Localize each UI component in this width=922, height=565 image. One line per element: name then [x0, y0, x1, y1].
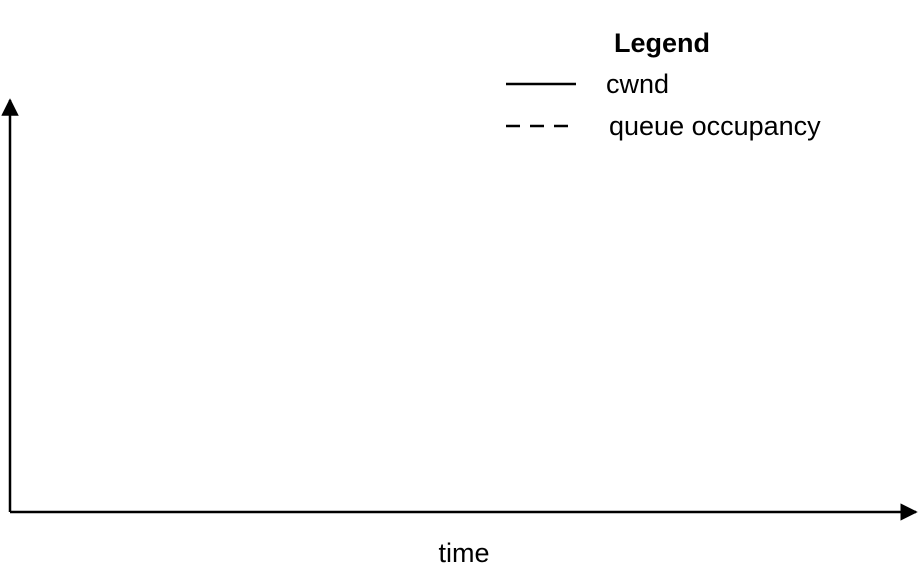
legend-title: Legend	[614, 28, 711, 58]
x-axis-label: time	[438, 538, 490, 565]
legend-label-cwnd: cwnd	[606, 69, 670, 99]
legend-label-queue-occupancy: queue occupancy	[609, 111, 821, 141]
legend	[506, 28, 821, 141]
